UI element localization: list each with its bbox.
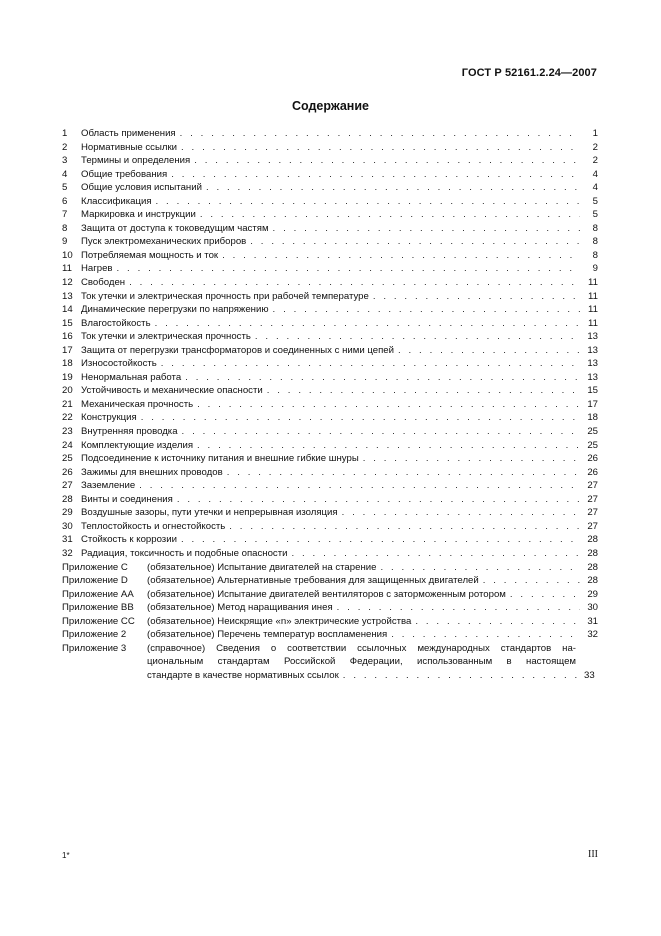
- toc-entry[interactable]: [62, 425, 598, 439]
- page-number: 2: [592, 141, 598, 153]
- entry-line: [81, 222, 598, 236]
- dot-leader: [483, 574, 580, 588]
- toc-entry[interactable]: [62, 452, 598, 466]
- appendix-title-last-line: [147, 669, 598, 683]
- section-title: Влагостойкость: [81, 317, 151, 329]
- page-number: 33: [584, 669, 595, 681]
- entry-line: [81, 466, 598, 480]
- section-number: 16: [62, 331, 73, 343]
- section-number: 5: [62, 182, 68, 194]
- toc-entry[interactable]: [62, 141, 598, 155]
- section-title: Свободен: [81, 277, 126, 289]
- dot-leader: [177, 493, 580, 507]
- section-number: 30: [62, 520, 73, 532]
- dot-leader: [194, 154, 580, 168]
- page-number: 11: [588, 277, 598, 289]
- entry-line: [81, 533, 598, 547]
- toc-entry[interactable]: [62, 357, 598, 371]
- toc-entry[interactable]: [62, 493, 598, 507]
- section-number: 9: [62, 236, 68, 248]
- page-number: 26: [587, 466, 598, 478]
- dot-leader: [185, 371, 580, 385]
- toc-entry[interactable]: [62, 262, 598, 276]
- page-number: 8: [592, 222, 598, 234]
- toc-appendix-entry[interactable]: [62, 601, 598, 615]
- section-title: Подсоединение к источнику питания и внешние гибкие шнуры: [81, 453, 359, 465]
- appendix-label: Приложение СС: [62, 615, 135, 627]
- page-number: 31: [587, 615, 598, 627]
- toc-appendices: [62, 561, 598, 642]
- page-number: 27: [587, 480, 598, 492]
- entry-line: [81, 344, 598, 358]
- entry-line: [81, 506, 598, 520]
- section-number: 3: [62, 155, 68, 167]
- entry-line: [81, 493, 598, 507]
- section-number: 2: [62, 141, 68, 153]
- dot-leader: [510, 588, 580, 602]
- toc-entry[interactable]: [62, 506, 598, 520]
- dot-leader: [342, 506, 580, 520]
- entry-line: [81, 479, 598, 493]
- toc-entry[interactable]: [62, 439, 598, 453]
- section-number: 14: [62, 304, 73, 316]
- toc-entry[interactable]: [62, 398, 598, 412]
- dot-leader: [197, 398, 580, 412]
- section-title: Динамические перегрузки по напряжению: [81, 304, 269, 316]
- appendix-label: Приложение D: [62, 575, 128, 587]
- toc-entry[interactable]: [62, 290, 598, 304]
- dot-leader: [181, 141, 580, 155]
- dot-leader: [255, 330, 580, 344]
- toc-entry[interactable]: [62, 154, 598, 168]
- section-title: Комплектующие изделия: [81, 439, 194, 451]
- entry-line: [147, 615, 598, 629]
- dot-leader: [197, 439, 580, 453]
- toc-entry[interactable]: [62, 303, 598, 317]
- toc-appendix-entry[interactable]: [62, 615, 598, 629]
- dot-leader: [117, 262, 580, 276]
- section-number: 31: [62, 534, 73, 546]
- dot-leader: [267, 384, 580, 398]
- page-number: 11: [588, 290, 598, 302]
- section-title: Нагрев: [81, 263, 113, 275]
- dot-leader: [373, 290, 580, 304]
- appendix-title: (обязательное) Перечень температур воспламенения: [147, 629, 388, 641]
- entry-line: [81, 181, 598, 195]
- section-title: Общие условия испытаний: [81, 182, 202, 194]
- dot-leader: [363, 452, 580, 466]
- appendix-title: (обязательное) Испытание двигателей на старение: [147, 561, 377, 573]
- page-number: 5: [592, 209, 598, 221]
- toc-entry[interactable]: [62, 533, 598, 547]
- page-number: 11: [588, 317, 598, 329]
- dot-leader: [156, 195, 580, 209]
- page-number: 17: [587, 398, 598, 410]
- section-number: 19: [62, 371, 73, 383]
- section-number: 12: [62, 277, 73, 289]
- dot-leader: [391, 628, 580, 642]
- section-title: Пуск электромеханических приборов: [81, 236, 247, 248]
- page-number: 13: [587, 344, 598, 356]
- section-number: 26: [62, 466, 73, 478]
- page-number: 25: [587, 426, 598, 438]
- entry-line: [81, 398, 598, 412]
- section-number: 29: [62, 507, 73, 519]
- page-number: 11: [588, 304, 598, 316]
- entry-line: [81, 330, 598, 344]
- dot-leader: [250, 235, 580, 249]
- entry-line: [147, 561, 598, 575]
- section-title: Воздушные зазоры, пути утечки и непрерывная изоляция: [81, 507, 338, 519]
- entry-line: [81, 208, 598, 222]
- appendix-title-line: циональным стандартам Российской Федерации, использованным в настоящем: [147, 656, 576, 668]
- appendix-label: Приложение 2: [62, 629, 127, 641]
- section-title: Механическая прочность: [81, 398, 194, 410]
- page-number: 5: [592, 195, 598, 207]
- dot-leader: [180, 127, 580, 141]
- toc-entry[interactable]: [62, 344, 598, 358]
- section-number: 13: [62, 290, 73, 302]
- section-number: 21: [62, 398, 73, 410]
- section-title: Ненормальная работа: [81, 371, 182, 383]
- section-number: 10: [62, 249, 73, 261]
- entry-line: [81, 154, 598, 168]
- page-number: 28: [587, 534, 598, 546]
- entry-line: [81, 276, 598, 290]
- section-number: 24: [62, 439, 73, 451]
- dot-leader: [161, 357, 580, 371]
- entry-line: [81, 290, 598, 304]
- toc-entry[interactable]: [62, 547, 598, 561]
- section-number: 22: [62, 412, 73, 424]
- appendix-label: Приложение ВВ: [62, 602, 134, 614]
- appendix-title: (обязательное) Испытание двигателей вентиляторов с заторможенным ротором: [147, 588, 506, 600]
- toc-entry[interactable]: [62, 195, 598, 209]
- page-number: 8: [592, 249, 598, 261]
- section-title: Ток утечки и электрическая прочность при рабочей температуре: [81, 290, 369, 302]
- section-number: 28: [62, 493, 73, 505]
- entry-line: [81, 249, 598, 263]
- entry-line: [81, 357, 598, 371]
- dot-leader: [273, 303, 580, 317]
- dot-leader: [415, 615, 580, 629]
- entry-line: [81, 235, 598, 249]
- entry-line: [81, 384, 598, 398]
- section-title: Теплостойкость и огнестойкость: [81, 520, 226, 532]
- toc-appendix-entry[interactable]: [62, 561, 598, 575]
- dot-leader: [139, 479, 580, 493]
- section-title: Маркировка и инструкции: [81, 209, 196, 221]
- section-title: Винты и соединения: [81, 493, 173, 505]
- page-number: 13: [587, 358, 598, 370]
- section-title: Классификация: [81, 195, 152, 207]
- appendix-title: (обязательное) Неискрящие «n» электрические устройства: [147, 615, 412, 627]
- dot-leader: [343, 669, 580, 683]
- dot-leader: [206, 181, 580, 195]
- dot-leader: [337, 601, 580, 615]
- footer-page-number: III: [588, 849, 598, 860]
- appendix-label: Приложение C: [62, 561, 128, 573]
- appendix-title-line: стандарте в качестве нормативных ссылок: [147, 669, 339, 681]
- section-title: Защита от перегрузки трансформаторов и соединенных с ними цепей: [81, 344, 394, 356]
- entry-line: [81, 371, 598, 385]
- entry-line: [81, 452, 598, 466]
- section-number: 15: [62, 317, 73, 329]
- section-number: 23: [62, 426, 73, 438]
- section-number: 17: [62, 344, 73, 356]
- entry-line: [81, 520, 598, 534]
- page-title: Содержание: [291, 99, 369, 113]
- standard-designation: ГОСТ Р 52161.2.24—2007: [461, 67, 597, 79]
- section-title: Термины и определения: [81, 155, 191, 167]
- footer-signature-mark: 1*: [62, 851, 70, 860]
- entry-line: [81, 411, 598, 425]
- page-number: 18: [587, 412, 598, 424]
- section-title: Область применения: [81, 128, 176, 139]
- section-title: Стойкость к коррозии: [81, 534, 177, 546]
- toc-entry[interactable]: [62, 479, 598, 493]
- section-number: 27: [62, 480, 73, 492]
- section-number: 18: [62, 358, 73, 370]
- section-number: 4: [62, 168, 68, 180]
- toc-entry[interactable]: [62, 208, 598, 222]
- page-number: 1: [592, 128, 598, 139]
- dot-leader: [291, 547, 580, 561]
- page-number: 28: [587, 575, 598, 587]
- page-number: 32: [587, 629, 598, 641]
- section-title: Конструкция: [81, 412, 137, 424]
- toc-entry[interactable]: [62, 317, 598, 331]
- appendix-label: Приложение АА: [62, 588, 134, 600]
- dot-leader: [273, 222, 580, 236]
- appendix-body: [147, 642, 598, 683]
- entry-line: [81, 425, 598, 439]
- page-number: 13: [587, 371, 598, 383]
- toc-appendix-entry[interactable]: [62, 588, 598, 602]
- page-number: 4: [592, 168, 598, 180]
- page-number: 30: [587, 602, 598, 614]
- section-title: Ток утечки и электрическая прочность: [81, 331, 251, 343]
- section-number: 20: [62, 385, 73, 397]
- section-title: Нормативные ссылки: [81, 141, 178, 153]
- toc-entry[interactable]: [62, 235, 598, 249]
- toc-entry[interactable]: [62, 520, 598, 534]
- page-number: 28: [587, 561, 598, 573]
- section-title: Защита от доступа к токоведущим частям: [81, 222, 269, 234]
- page-number: 9: [592, 263, 598, 275]
- dot-leader: [222, 249, 580, 263]
- entry-line: [81, 127, 598, 141]
- appendix-title: (обязательное) Альтернативные требования для защищенных двигателей: [147, 575, 479, 587]
- table-of-contents: [62, 127, 598, 686]
- appendix-title-line: (справочное) Сведения о соответствии ссылочных международных стандартов на-: [147, 642, 576, 654]
- dot-leader: [229, 520, 580, 534]
- section-title: Радиация, токсичность и подобные опасности: [81, 547, 288, 559]
- section-title: Внутренняя проводка: [81, 426, 178, 438]
- toc-entry[interactable]: [62, 276, 598, 290]
- appendix-label: Приложение 3: [62, 642, 127, 654]
- entry-line: [147, 601, 598, 615]
- dot-leader: [200, 208, 580, 222]
- entry-line: [81, 168, 598, 182]
- page-number: 26: [587, 453, 598, 465]
- section-number: 6: [62, 195, 68, 207]
- page-number: 13: [587, 331, 598, 343]
- dot-leader: [227, 466, 580, 480]
- entry-line: [147, 588, 598, 602]
- dot-leader: [181, 533, 580, 547]
- page-number: 27: [587, 520, 598, 532]
- entry-line: [81, 439, 598, 453]
- entry-line: [81, 195, 598, 209]
- page-number: 2: [592, 155, 598, 167]
- toc-entry[interactable]: [62, 466, 598, 480]
- toc-entry[interactable]: [62, 411, 598, 425]
- section-number: 32: [62, 547, 73, 559]
- toc-entry[interactable]: [62, 127, 598, 141]
- section-number: 7: [62, 209, 68, 221]
- dot-leader: [141, 411, 580, 425]
- toc-entry[interactable]: [62, 249, 598, 263]
- section-title: Заземление: [81, 480, 136, 492]
- page-number: 4: [592, 182, 598, 194]
- toc-appendix-3[interactable]: [62, 642, 598, 686]
- section-title: Потребляемая мощность и ток: [81, 249, 219, 261]
- dot-leader: [398, 344, 580, 358]
- dot-leader: [129, 276, 580, 290]
- section-title: Устойчивость и механические опасности: [81, 385, 263, 397]
- dot-leader: [171, 168, 580, 182]
- toc-appendix-entry[interactable]: [62, 628, 598, 642]
- dot-leader: [182, 425, 580, 439]
- section-number: 8: [62, 222, 68, 234]
- page-number: 27: [587, 507, 598, 519]
- appendix-title: (обязательное) Метод наращивания инея: [147, 602, 333, 614]
- entry-line: [81, 317, 598, 331]
- section-title: Износостойкость: [81, 358, 157, 370]
- section-number: 25: [62, 453, 73, 465]
- page-number: 8: [592, 236, 598, 248]
- toc-appendix-entry[interactable]: [62, 574, 598, 588]
- dot-leader: [155, 317, 580, 331]
- entry-line: [81, 547, 598, 561]
- toc-entry[interactable]: [62, 330, 598, 344]
- page-number: 25: [587, 439, 598, 451]
- toc-sections: [62, 127, 598, 561]
- dot-leader: [380, 561, 580, 575]
- section-title: Зажимы для внешних проводов: [81, 466, 223, 478]
- page-number: 27: [587, 493, 598, 505]
- page-number: 29: [587, 588, 598, 600]
- entry-line: [81, 303, 598, 317]
- toc-entry[interactable]: [62, 168, 598, 182]
- toc-entry[interactable]: [62, 384, 598, 398]
- entry-line: [147, 574, 598, 588]
- entry-line: [147, 628, 598, 642]
- page-number: 15: [587, 385, 598, 397]
- entry-line: [81, 262, 598, 276]
- toc-entry[interactable]: [62, 222, 598, 236]
- entry-line: [81, 141, 598, 155]
- section-title: Общие требования: [81, 168, 168, 180]
- section-number: 11: [62, 263, 72, 275]
- page-number: 28: [587, 547, 598, 559]
- toc-entry[interactable]: [62, 181, 598, 195]
- toc-entry[interactable]: [62, 371, 598, 385]
- section-number: 1: [62, 128, 68, 139]
